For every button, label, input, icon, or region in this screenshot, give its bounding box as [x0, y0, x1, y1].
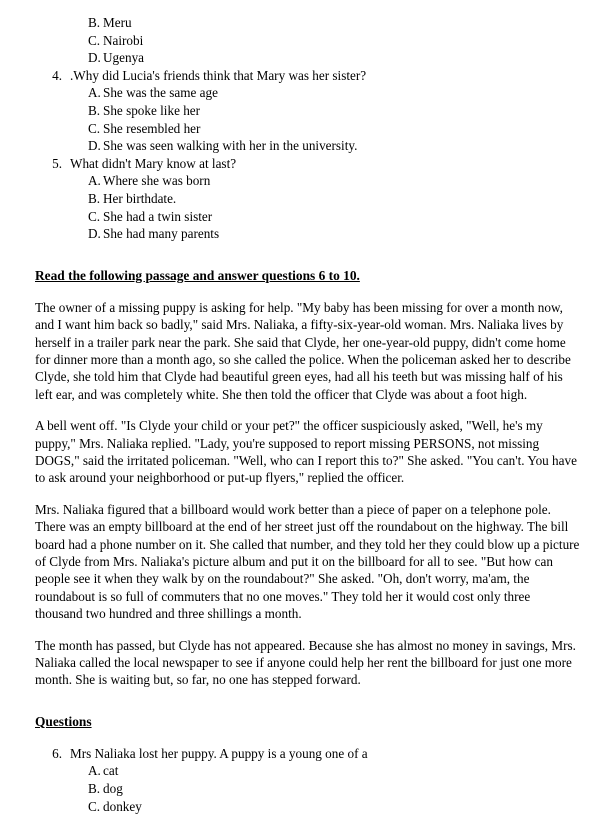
passage-paragraph-4: The month has passed, but Clyde has not appeared. Because she has almost no money in savings, Mrs. Naliaka called the local newspaper to see if anyone could help her rent the billboard for just one more month. She is waiting but, so far, no one has stepped forward. — [35, 637, 576, 688]
option-row — [35, 49, 580, 67]
document-body — [35, 14, 580, 815]
option-letter: C. — [88, 208, 101, 224]
question-number: 4. — [52, 67, 62, 83]
passage-paragraph-2: A bell went off. "Is Clyde your child or your pet?" the officer suspiciously asked, "Well, he's my puppy," Mrs. Naliaka replied. "Lady, you're supposed to report missing PERSONS, not missing DOGS," said the irritated policeman. "Well, who can I report this to?" She asked. "You can't. You have to ask around your neighborhood or put-up flyers," replied the officer. — [35, 418, 577, 486]
option-row — [35, 14, 580, 32]
option-text: She resembled her — [103, 120, 201, 136]
option-letter: A. — [88, 85, 101, 101]
question-text: .Why did Lucia's friends think that Mary was her sister? — [70, 67, 367, 83]
question-stem — [35, 67, 580, 85]
option-text: She was seen walking with her in the university. — [103, 138, 358, 154]
option-letter: B. — [88, 781, 101, 797]
questions-heading-wrap — [35, 713, 580, 731]
option-letter: D. — [88, 138, 101, 154]
option-row — [35, 84, 580, 102]
option-row — [35, 798, 580, 815]
option-letter: C. — [88, 120, 101, 136]
option-row — [35, 137, 580, 155]
option-text: donkey — [103, 798, 142, 814]
question-number: 5. — [52, 155, 62, 171]
option-text: Nairobi — [103, 32, 144, 48]
option-row — [35, 762, 580, 780]
question-6 — [35, 745, 580, 815]
option-letter: D. — [88, 226, 101, 242]
question-text: What didn't Mary know at last? — [70, 155, 237, 171]
option-letter: A. — [88, 763, 101, 779]
passage-heading-wrap — [35, 267, 580, 285]
question-5 — [35, 155, 580, 243]
option-letter: A. — [88, 173, 101, 189]
question-stem — [35, 155, 580, 173]
option-text: cat — [103, 763, 119, 779]
option-row — [35, 172, 580, 190]
option-letter: B. — [88, 102, 101, 118]
option-text: Where she was born — [103, 173, 211, 189]
options-continued-group — [35, 14, 580, 67]
question-stem — [35, 745, 580, 763]
option-letter: B. — [88, 190, 101, 206]
option-text: Meru — [103, 15, 132, 30]
option-row — [35, 120, 580, 138]
option-row — [35, 780, 580, 798]
option-letter: C. — [88, 32, 101, 48]
question-number: 6. — [52, 745, 62, 761]
option-text: She had many parents — [103, 226, 220, 242]
passage-paragraph-1: The owner of a missing puppy is asking for help. "My baby has been missing for over a month now, and I want him back so badly," said Mrs. Naliaka, a fifty-six-year-old woman. Mrs. Naliaka lives by herself in a trailer park near the park. She said that Clyde, her one-year-old puppy, didn't come home for dinner more than a month ago, so she called the police. When the policeman asked her to describe Clyde, she told him that Clyde had beautiful green eyes, had all his teeth but was missing half of his left ear, and was completely white. She then told the officer that Clyde was about a foot high. — [35, 299, 571, 402]
question-text: Mrs Naliaka lost her puppy. A puppy is a young one of a — [70, 745, 368, 761]
option-letter: D. — [88, 50, 101, 66]
option-row — [35, 32, 580, 50]
option-row — [35, 225, 580, 243]
option-row — [35, 208, 580, 226]
option-text: Her birthdate. — [103, 190, 177, 206]
passage-heading: Read the following passage and answer questions 6 to 10. — [35, 267, 360, 283]
option-letter: C. — [88, 798, 101, 814]
passage-paragraph-3: Mrs. Naliaka figured that a billboard would work better than a piece of paper on a telephone pole. There was an empty billboard at the end of her street just off the roundabout on the highway. The bill board had a phone number on it. She called that number, and they told her they could blow up a picture of Clyde from Mrs. Naliaka's picture album and put it on the billboard for all to see. "But how can people see it when they walk by on the roundabout?" She asked. "Oh, don't worry, ma'am, the roundabout is so full of commuters that no one moves." They told her it would cost only three thousand two hundred and three shillings a month. — [35, 501, 580, 622]
question-4 — [35, 67, 580, 155]
option-row — [35, 190, 580, 208]
option-text: She spoke like her — [103, 102, 201, 118]
option-text: She had a twin sister — [103, 208, 213, 224]
option-text: Ugenya — [103, 50, 145, 66]
option-letter: B. — [88, 15, 101, 30]
option-text: dog — [103, 781, 123, 797]
questions-heading: Questions — [35, 713, 92, 729]
option-text: She was the same age — [103, 85, 218, 101]
option-row — [35, 102, 580, 120]
